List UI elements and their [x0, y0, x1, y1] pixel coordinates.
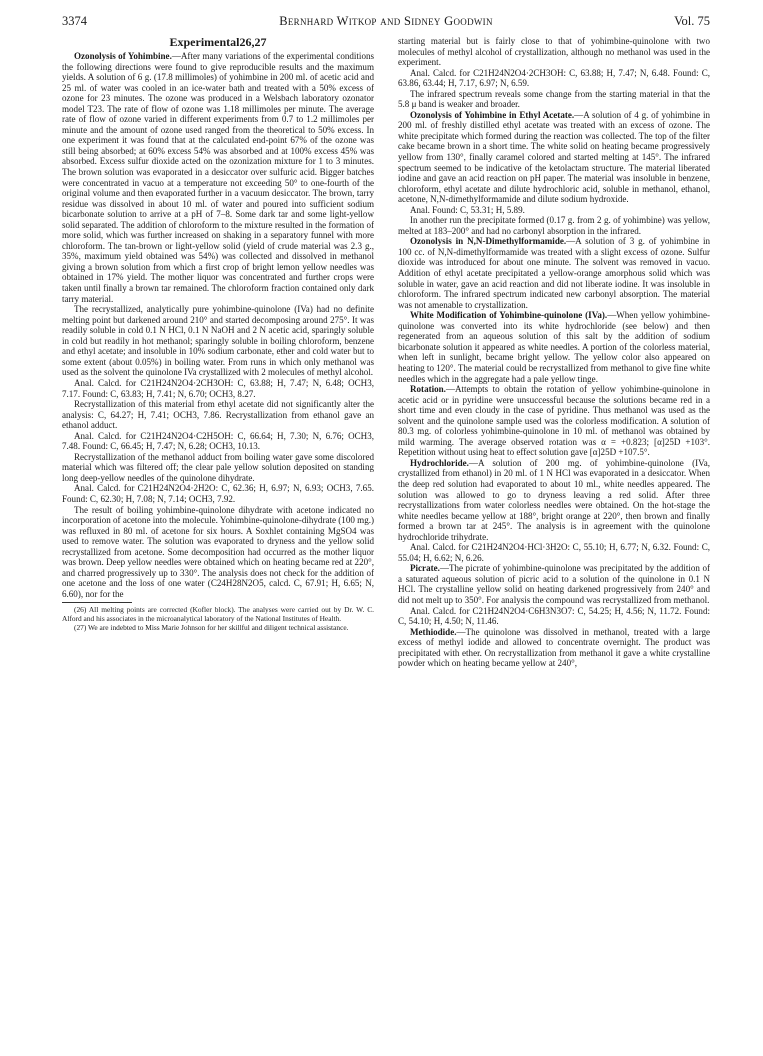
run-in-heading: Hydrochloride. — [410, 457, 469, 468]
footnotes — [62, 606, 374, 632]
volume-label: Vol. 75 — [674, 14, 710, 28]
paragraph — [62, 378, 374, 399]
paragraph — [62, 505, 374, 600]
page-header — [62, 14, 710, 30]
paragraph — [398, 68, 710, 89]
footnote: (27) We are indebted to Miss Marie Johnson for her skillful and diligent technical assistance. — [74, 622, 349, 632]
paragraph-text: Recrystallization of the methanol adduct from boiling water gave some discolored material which was filtered off; the clear pale yellow solution deposited on standing long deep-yellow needles of the quinolone dihydrate. — [62, 451, 374, 483]
right-paragraphs — [398, 36, 710, 669]
paragraph-text: —The picrate of yohimbine-quinolone was precipitated by the addition of a saturated aqueous solution of picric acid to a solution of the quinolone in 0.1 N HCl. The crystalline yellow solid on heating darkened progressively from 240° and did not melt up to 350°. For analysis the compound was recrystallized from methanol. — [398, 563, 710, 605]
paragraph-text: Anal. Found: C, 53.31; H, 5.89. — [410, 204, 525, 215]
paragraph-text: starting material but is fairly close to that of yohimbine-quinolone with two molecules of methyl alcohol of crystallization, although no methanol was used in the experiment. — [398, 36, 710, 68]
paragraph — [398, 563, 710, 605]
paragraph — [398, 627, 710, 669]
paragraph-text: —The quinolone was dissolved in methanol, treated with a large excess of methyl iodide and allowed to concentrate overnight. The product was precipitated with ether. On recrystallization from methanol it gave a white crystalline powder which on heating became yellow at 240°, — [398, 626, 710, 669]
left-paragraphs — [62, 51, 374, 599]
paragraph-text: The infrared spectrum reveals some change from the starting material in that the 5.8 μ band is weaker and broader. — [398, 88, 710, 110]
paragraph-text: Anal. Calcd. for C21H24N2O4·HCl·3H2O: C, 55.10; H, 6.77; N, 6.32. Found: C, 55.04; H, 6.62; N, 6.26. — [398, 542, 710, 563]
run-in-heading: Ozonolysis of Yohimbine. — [74, 51, 172, 61]
paragraph — [398, 205, 710, 216]
paragraph — [398, 310, 710, 384]
paragraph — [398, 215, 710, 236]
paragraph-text: —After many variations of the experimental conditions the following directions were found to give reproducible results and the maximum yields. A solution of 6 g. (17.8 millimoles) of yohimbine in 200 ml. of acetic acid and 25 ml. of water was cooled in an ice-water bath and treated with a 50% excess of ozone for 23 minutes. The ozone was produced in a Welsbach laboratory ozonator model T23. The rate of flow of ozone was 1.18 millimoles per minute. The average rate of flow of ozone varied in different experiments from 0.7 to 1.2 millimoles per minute and the amount of ozone used ranged from the theoretical to 50% excess. In one experiment it was found that at the calculated end-point 67% of the ozone was still being absorbed; at 60% excess 54% was absorbed and at 100% excess 45% was absorbed. Excess sulfur dioxide acted on the ozonization mixture for 1 to 3 minutes. The brown solution was evaporated in a desiccator over sulfuric acid. Bigger batches were concentrated in vacuo at a temperature not exceeding 50° to one-fourth of the original volume and then evaporated further in a vacuum desiccator. The brown, tarry residue was dissolved in about 10 ml. of water and poured into sufficient sodium bicarbonate solution to arrive at a pH of 7–8. Some dark tar and some light-yellow solid separated. The addition of chloroform to the mixture resulted in the formation of more solid, which was further increased on shaking in a separatory funnel with more chloroform. The tan-brown or light-yellow solid (yield of crude material was 2.3 g., 35%, maximum yield obtained was 54%) was collected and dissolved in methanol giving a brown solution from which a first crop of bright lemon yellow needles was obtained in 17% yield. The mother liquor was concentrated and further crops were taken until finally a brown tar remained. The chloroform fraction contained only dark tarry material. — [62, 51, 375, 304]
paragraph — [398, 458, 710, 542]
paragraph-text: The recrystallized, analytically pure yohimbine-quinolone (IVa) had no definite melting point but darkened around 210° and started decomposing around 275°. It was readily soluble in cold 0.1 N HCl, 0.1 N NaOH and 2 N acetic acid, sparingly soluble in cold but readily in hot methanol; sparingly soluble in boiling chloroform, benzene and ethyl acetate; and insoluble in 10% sodium carbonate, ether and cold water but to some extent (about 0.05%) in boiling water. From runs in which only methanol was used as the solvent the quinolone IVa crystallized with 2 molecules of methyl alcohol. — [62, 304, 374, 378]
paragraph-text: —Attempts to obtain the rotation of yellow yohimbine-quinolone in acetic acid or in pyridine were unsuccessful because the solutions became red in a short time and even cloudy in the case of pyridine. Thus methanol was used as the solvent and the quinolone sample used was the colorless modification. A solution of 80.3 mg. of colorless yohimbine-quinolone in 10 ml. of methanol was obtained by mild warming. The average observed rotation was α = +0.823; [α]25D +103°. Repetition without using heat to effect solution gave [α]25D +107.5°. — [398, 384, 710, 458]
run-in-heading: White Modification of Yohimbine-quinolone (IVa). — [410, 310, 608, 321]
run-in-heading: Ozonolysis of Yohimbine in Ethyl Acetate. — [410, 109, 575, 120]
paragraph-text: —A solution of 4 g. of yohimbine in 200 ml. of freshly distilled ethyl acetate was treated with an excess of ozone. The white precipitate which formed during the reaction was collected. The top of the filter cake became brown in a short time. The white solid on heating became progressively yellow from 130°, finally caramel colored and started melting at 145°. The infrared spectrum seemed to be indicative of the ketolactam structure. The material liberated iodine and gave an acid reaction on pH paper. The material was insoluble in benzene, chloroform, ethyl acetate and dilute hydrochloric acid, soluble in methanol, ethanol, acetone, N,N-dimethylformamide and dilute sodium hydroxide. — [398, 109, 710, 205]
paragraph-text: The result of boiling yohimbine-quinolone dihydrate with acetone indicated no incorporation of acetone into the molecule. Yohimbine-quinolone-dihydrate (100 mg.) was refluxed in 80 ml. of acetone for six hours. A Soxhlet containing MgSO4 was used to remove water. The solution was evaporated to dryness and the yellow solid recrystallized from acetone. Some decomposition had occurred as the mother liquor was brown. Deep yellow needles were obtained which on heating became red at 220°, and charred progressively up to 330°. The analysis does not check for the addition of one acetone and the loss of one water (C24H28N2O5, calcd. C, 67.91; H, 6.65; N, 6.60), nor for the — [62, 504, 374, 599]
paragraph — [62, 431, 374, 452]
paragraph — [398, 384, 710, 458]
paragraph-text: In another run the precipitate formed (0.17 g. from 2 g. of yohimbine) was yellow, melted at 183–200° and had no carbonyl absorption in the infrared. — [398, 215, 710, 236]
paragraph — [62, 452, 374, 484]
footnote-rule — [62, 602, 132, 603]
paragraph-text: Anal. Calcd. for C21H24N2O4·C2H5OH: C, 66.64; H, 7.30; N, 6.76; OCH3, 7.48. Found: C, 66.45; H, 7.47; N, 6.28; OCH3, 10.13. — [62, 430, 374, 452]
paragraph-text: —A solution of 200 mg. of yohimbine-quinolone (IVa, crystallized from ethanol) in 20 ml. of 1 N HCl was evaporated in a desiccator. When the deep red solution had evaporated to about 10 ml., white needles appeared. The solution was allowed to go to dryness leaving a red solid. After three recrystallizations from water colorless needles were obtained. On the hot-stage the white needles became yellow at 188°, bright orange at 220°, then brown and finally formed a brown tar at 245°. The analysis is in agreement with the quinolone hydrochloride trihydrate. — [398, 457, 710, 542]
paragraph-text: Recrystallization of this material from ethyl acetate did not significantly alter the analysis: C, 64.27; H, 7.41; OCH3, 7.86. Recrystallization from ethanol gave an ethanol adduct. — [62, 399, 374, 431]
paragraph — [62, 51, 374, 304]
paragraph — [62, 483, 374, 504]
paragraph — [62, 304, 374, 378]
right-column — [398, 36, 710, 669]
paragraph — [398, 89, 710, 110]
paragraph — [398, 606, 710, 627]
paragraph — [398, 542, 710, 563]
paragraph-text: Anal. Calcd. for C21H24N2O4·2CH3OH: C, 63.88; H, 7.47; N, 6.48; OCH3, 7.17. Found: C, 63.83; H, 7.41; N, 6.70; OCH3, 8.27. — [62, 377, 374, 399]
paragraph-text: Anal. Calcd. for C21H24N2O4·2H2O: C, 62.36; H, 6.97; N, 6.93; OCH3, 7.65. Found: C, 62.30; H, 7.08; N, 7.14; OCH3, 7.92. — [62, 483, 374, 504]
run-in-heading: Picrate. — [410, 563, 440, 574]
paragraph — [398, 236, 710, 310]
section-title: Experimental26,27 — [169, 35, 267, 49]
paragraph — [398, 36, 710, 68]
footnote: (26) All melting points are corrected (Kofler block). The analyses were carried out by Dr. W. C. Alford and his associates in the microanalytical laboratory of the National Institutes of Health. — [62, 605, 374, 624]
paragraph — [62, 399, 374, 431]
paragraph — [398, 110, 710, 205]
paragraph-text: —When yellow yohimbine-quinolone was converted into its white hydrochloride (see below) and then regenerated from an aqueous solution of this salt by the addition of sodium bicarbonate solution it appeared as white needles. A portion of the colorless material, when left in sunlight, became bright yellow. The yellow color also appeared on heating to 120°. The material could be recrystallized from methanol to give fine white needles which in the aggregate had a pale yellow tinge. — [398, 310, 710, 384]
paragraph-text: Anal. Calcd. for C21H24N2O4·C6H3N3O7: C, 54.25; H, 4.56; N, 11.72. Found: C, 54.10; H, 4.50; N, 11.46. — [398, 605, 710, 627]
run-in-heading: Rotation. — [410, 384, 446, 395]
run-in-heading: Ozonolysis in N,N-Dimethylformamide. — [410, 236, 567, 247]
page-number: 3374 — [62, 14, 87, 28]
paragraph-text: —A solution of 3 g. of yohimbine in 100 cc. of N,N-dimethylformamide was treated with a slight excess of ozone. Sulfur dioxide was introduced for about one minute. The solvent was removed in vacuo. Addition of ethyl acetate precipitated a yellow-orange amorphous solid which was soluble in water, gave an acid reaction and did not liberate iodine. It was insoluble in chloroform. The infrared spectrum indicated new carbonyl absorption. The material was not amenable to crystallization. — [398, 236, 710, 310]
paragraph-text: Anal. Calcd. for C21H24N2O4·2CH3OH: C, 63.88; H, 7.47; N, 6.48. Found: C, 63.86, 63.44; H, 7.17, 6.97; N, 6.59. — [398, 67, 710, 89]
run-in-heading: Methiodide. — [410, 626, 457, 637]
running-title: Bernhard Witkop and Sidney Goodwin — [279, 14, 493, 28]
left-column — [62, 36, 374, 633]
